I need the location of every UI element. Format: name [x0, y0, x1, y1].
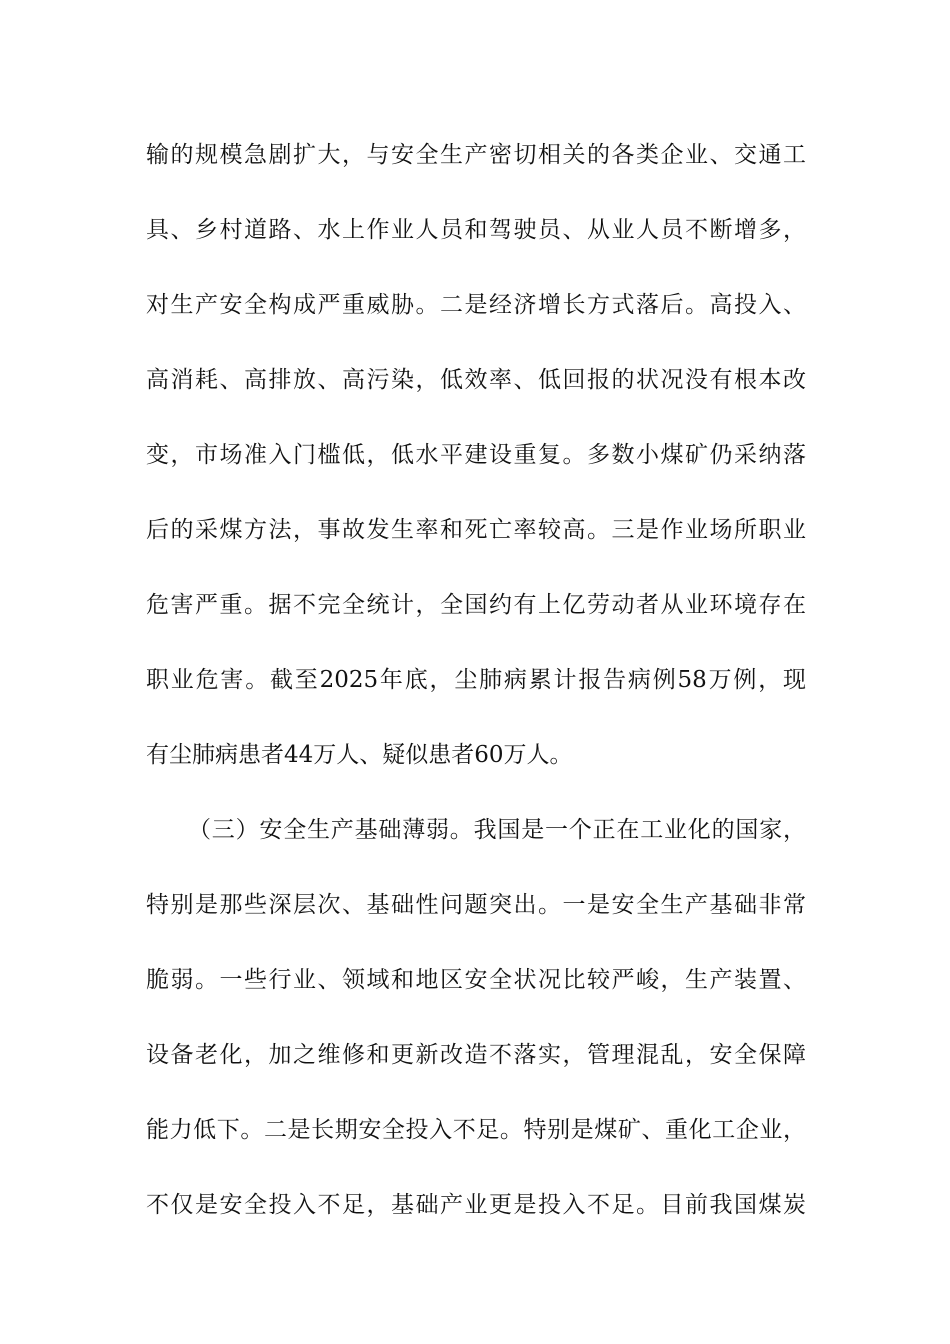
text-line: 对生产安全构成严重威胁。二是经济增长方式落后。高投入、 — [146, 292, 806, 318]
text-line: 输的规模急剧扩大，与安全生产密切相关的各类企业、交通工 — [146, 142, 806, 168]
text-line: 职业危害。截至2025年底，尘肺病累计报告病例58万例，现 — [146, 667, 806, 693]
text-line: 设备老化，加之维修和更新改造不落实，管理混乱，安全保障 — [146, 1042, 806, 1068]
text-line: 有尘肺病患者44万人、疑似患者60万人。 — [146, 742, 573, 768]
text-line: 变，市场准入门槛低，低水平建设重复。多数小煤矿仍采纳落 — [146, 442, 806, 468]
text-line: 脆弱。一些行业、领域和地区安全状况比较严峻，生产装置、 — [146, 967, 806, 993]
text-line: 能力低下。二是长期安全投入不足。特别是煤矿、重化工企业， — [146, 1117, 806, 1143]
text-line: 具、乡村道路、水上作业人员和驾驶员、从业人员不断增多， — [146, 217, 806, 243]
text-line: 不仅是安全投入不足，基础产业更是投入不足。目前我国煤炭 — [146, 1192, 806, 1218]
text-line: 高消耗、高排放、高污染，低效率、低回报的状况没有根本改 — [146, 367, 806, 393]
paragraph-start-line: （三）安全生产基础薄弱。我国是一个正在工业化的国家， — [188, 817, 806, 843]
text-line: 后的采煤方法，事故发生率和死亡率较高。三是作业场所职业 — [146, 517, 806, 543]
text-line: 特别是那些深层次、基础性问题突出。一是安全生产基础非常 — [146, 892, 806, 918]
text-line: 危害严重。据不完全统计，全国约有上亿劳动者从业环境存在 — [146, 592, 806, 618]
